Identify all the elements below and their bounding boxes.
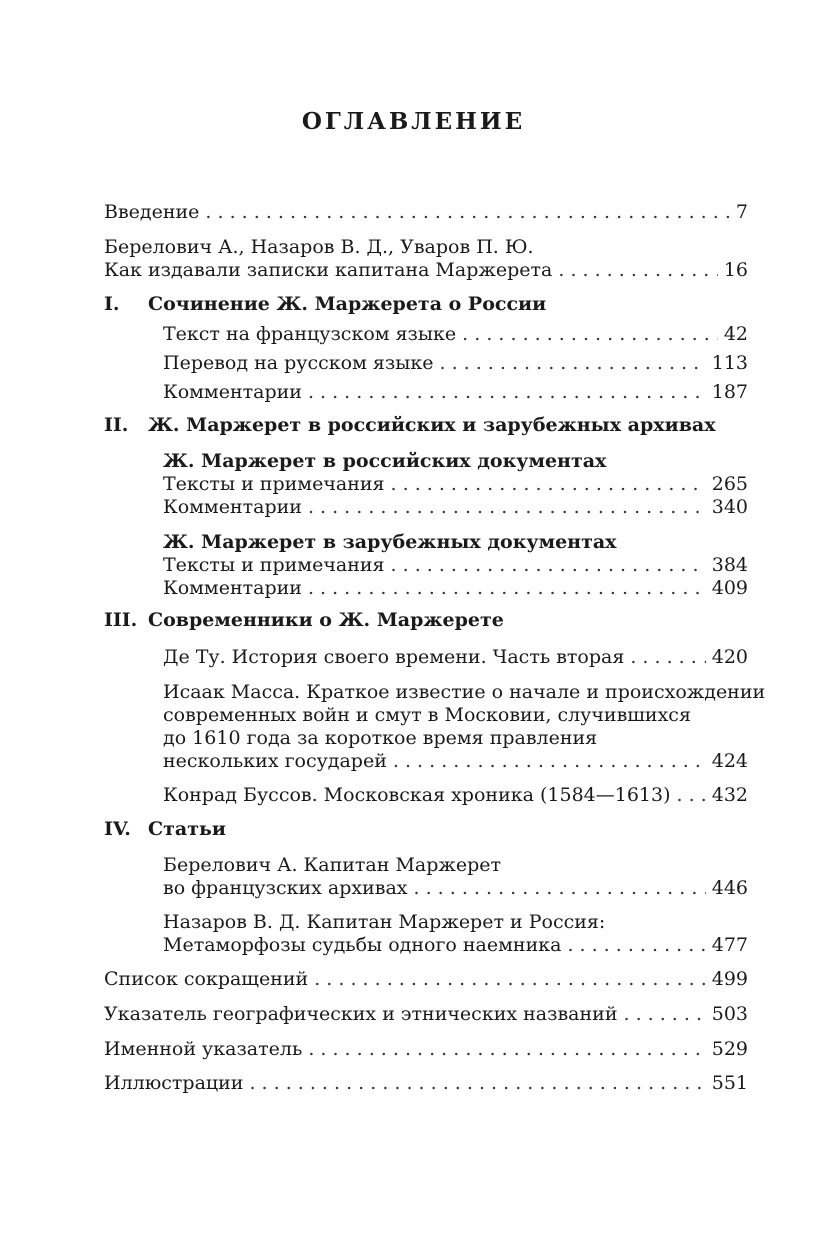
page-number: 384: [711, 554, 748, 576]
entry-title: Тексты и примечания: [163, 473, 385, 495]
page-number: 16: [723, 259, 748, 281]
toc-entry[interactable]: [104, 1037, 748, 1061]
page-number: 503: [711, 1003, 748, 1025]
toc-entry[interactable]: [163, 351, 748, 375]
toc-entry[interactable]: [163, 933, 748, 957]
toc-entry[interactable]: [104, 1071, 748, 1095]
toc-entry[interactable]: [104, 967, 748, 991]
page-number: 42: [723, 323, 748, 345]
page-number: 551: [711, 1072, 748, 1094]
section-number: II.: [104, 414, 129, 436]
page-title: ОГЛАВЛЕНИЕ: [301, 108, 526, 135]
page-number: 477: [711, 934, 748, 956]
entry-title: Комментарии: [163, 577, 302, 599]
entry-title: Тексты и примечания: [163, 554, 385, 576]
entry-title: Как издавали записки капитана Маржерета: [104, 259, 553, 281]
entry-title: нескольких государей: [163, 750, 387, 772]
page-number: 187: [711, 381, 748, 403]
section-heading-4: [104, 817, 226, 841]
toc-entry[interactable]: [163, 495, 748, 519]
toc-entry[interactable]: [163, 553, 748, 577]
toc-entry-history[interactable]: [104, 258, 748, 282]
section-title: Статьи: [148, 818, 226, 840]
page-number: 424: [711, 750, 748, 772]
section-heading-3: [104, 608, 504, 632]
dot-leader: [308, 576, 706, 600]
toc-entry-history-authors: Берелович А., Назаров В. Д., Уваров П. Ю.: [104, 236, 534, 258]
dot-leader: [414, 876, 706, 900]
section-number: IV.: [104, 818, 131, 840]
dot-leader: [462, 322, 718, 346]
entry-title: Комментарии: [163, 496, 302, 518]
dot-leader: [308, 495, 706, 519]
entry-title: Именной указатель: [104, 1038, 303, 1060]
section-number: III.: [104, 609, 138, 631]
page-number: 7: [735, 201, 748, 223]
toc-entry[interactable]: [163, 783, 748, 807]
dot-leader: [391, 553, 706, 577]
entry-title: Комментарии: [163, 381, 302, 403]
page-number: 499: [711, 968, 748, 990]
toc-entry-intro[interactable]: [104, 200, 748, 224]
dot-leader: [308, 380, 706, 404]
dot-leader: [249, 1071, 705, 1095]
dot-leader: [308, 1037, 705, 1061]
dot-leader: [623, 1002, 705, 1026]
subsection-heading: Ж. Маржерет в российских документах: [163, 450, 607, 472]
section-title: Сочинение Ж. Маржерета о России: [148, 293, 547, 315]
entry-title: Метаморфозы судьбы одного наемника: [163, 934, 562, 956]
page-number: 529: [711, 1038, 748, 1060]
dot-leader: [630, 645, 705, 669]
page-number: 420: [711, 646, 748, 668]
toc-entry[interactable]: [163, 749, 748, 773]
page-number: 340: [711, 496, 748, 518]
toc-entry[interactable]: [163, 576, 748, 600]
entry-line: Исаак Масса. Краткое известие о начале и происхождении: [163, 681, 766, 703]
entry-title: Де Ту. История своего времени. Часть вторая: [163, 646, 625, 668]
section-title: Ж. Маржерет в российских и зарубежных архивах: [148, 414, 716, 436]
entry-title: во французских архивах: [163, 877, 408, 899]
dot-leader: [314, 967, 706, 991]
page-number: 432: [711, 784, 748, 806]
page-number: 446: [711, 877, 748, 899]
page-number: 113: [711, 352, 748, 374]
entry-line: современных войн и смут в Московии, случившихся: [163, 704, 691, 726]
entry-line: Берелович А. Капитан Маржерет: [163, 854, 502, 876]
entry-title: Иллюстрации: [104, 1072, 244, 1094]
entry-line: Назаров В. Д. Капитан Маржерет и Россия:: [163, 911, 606, 933]
dot-leader: [558, 258, 717, 282]
toc-entry[interactable]: [163, 472, 748, 496]
entry-title: Текст на французском языке: [163, 323, 457, 345]
section-heading-2: [104, 413, 716, 437]
entry-title: Введение: [104, 201, 200, 223]
entry-title: Перевод на русском языке: [163, 352, 434, 374]
entry-title: Список сокращений: [104, 968, 309, 990]
entry-title: Конрад Буссов. Московская хроника (1584—1613): [163, 784, 671, 806]
dot-leader: [391, 472, 706, 496]
toc-entry[interactable]: [104, 1002, 748, 1026]
dot-leader: [567, 933, 705, 957]
subsection-heading: Ж. Маржерет в зарубежных документах: [163, 531, 617, 553]
toc-entry[interactable]: [163, 645, 748, 669]
toc-entry[interactable]: [163, 322, 748, 346]
page-number: 409: [711, 577, 748, 599]
entry-line: до 1610 года за короткое время правления: [163, 727, 598, 749]
section-heading-1: [104, 292, 546, 316]
dot-leader: [677, 783, 706, 807]
toc-entry[interactable]: [163, 876, 748, 900]
page-number: 265: [711, 473, 748, 495]
dot-leader: [393, 749, 706, 773]
section-title: Современники о Ж. Маржерете: [148, 609, 504, 631]
dot-leader: [205, 200, 729, 224]
dot-leader: [439, 351, 705, 375]
section-number: I.: [104, 293, 120, 315]
entry-title: Указатель географических и этнических названий: [104, 1003, 618, 1025]
toc-entry[interactable]: [163, 380, 748, 404]
